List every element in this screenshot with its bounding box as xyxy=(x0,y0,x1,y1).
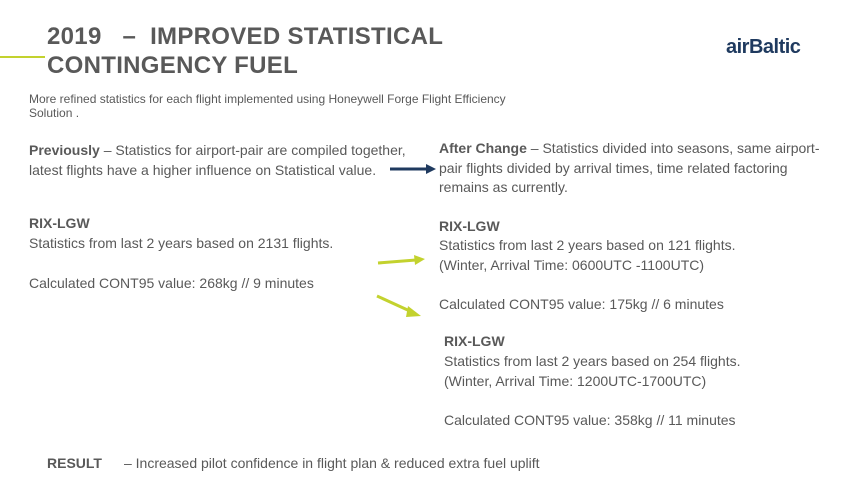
after-change-paragraph xyxy=(439,139,834,198)
title-accent-line xyxy=(0,56,45,58)
previously-paragraph xyxy=(29,141,409,180)
previously-heading: Previously xyxy=(29,142,100,158)
previous-cont95: Calculated CONT95 value: 268kg // 9 minutes xyxy=(29,275,314,291)
case2-cont95: Calculated CONT95 value: 358kg // 11 minutes xyxy=(444,412,736,428)
after-change-text: – Statistics divided into seasons, same airport-pair flights divided by arrival times, time related factoring remains as currently. xyxy=(439,140,820,195)
result-text: – Increased pilot confidence in flight plan & reduced extra fuel uplift xyxy=(123,455,540,471)
case2-route: RIX-LGW xyxy=(444,333,505,349)
previous-route: RIX-LGW xyxy=(29,215,90,231)
page-title xyxy=(47,22,443,80)
case2-stats: Statistics from last 2 years based on 254 flights. xyxy=(444,353,741,369)
result-line xyxy=(47,455,540,471)
case1-window: (Winter, Arrival Time: 0600UTC -1100UTC) xyxy=(439,257,705,273)
case2-window: (Winter, Arrival Time: 1200UTC-1700UTC) xyxy=(444,373,707,389)
after-change-heading: After Change xyxy=(439,140,527,156)
previous-stats: Statistics from last 2 years based on 2131 flights. xyxy=(29,235,334,251)
previously-text: – Statistics for airport-pair are compiled together, latest flights have a higher influence on Statistical value. xyxy=(29,142,406,178)
case1-route: RIX-LGW xyxy=(439,218,500,234)
title-line-1: 2019 – IMPROVED STATISTICAL xyxy=(47,23,444,50)
green-diagonal-arrow-icon xyxy=(374,293,426,321)
result-label: RESULT xyxy=(47,455,102,471)
navy-arrow-icon xyxy=(388,163,438,175)
case1-cont95: Calculated CONT95 value: 175kg // 6 minutes xyxy=(439,296,724,312)
airbaltic-logo: airBaltic xyxy=(726,36,801,58)
case1-stats: Statistics from last 2 years based on 121 flights. xyxy=(439,237,736,253)
green-arrow-icon xyxy=(376,254,428,268)
intro-text: More refined statistics for each flight implemented using Honeywell Forge Flight Efficiency Solution . xyxy=(29,92,506,120)
title-line-2: CONTINGENCY FUEL xyxy=(47,52,299,79)
